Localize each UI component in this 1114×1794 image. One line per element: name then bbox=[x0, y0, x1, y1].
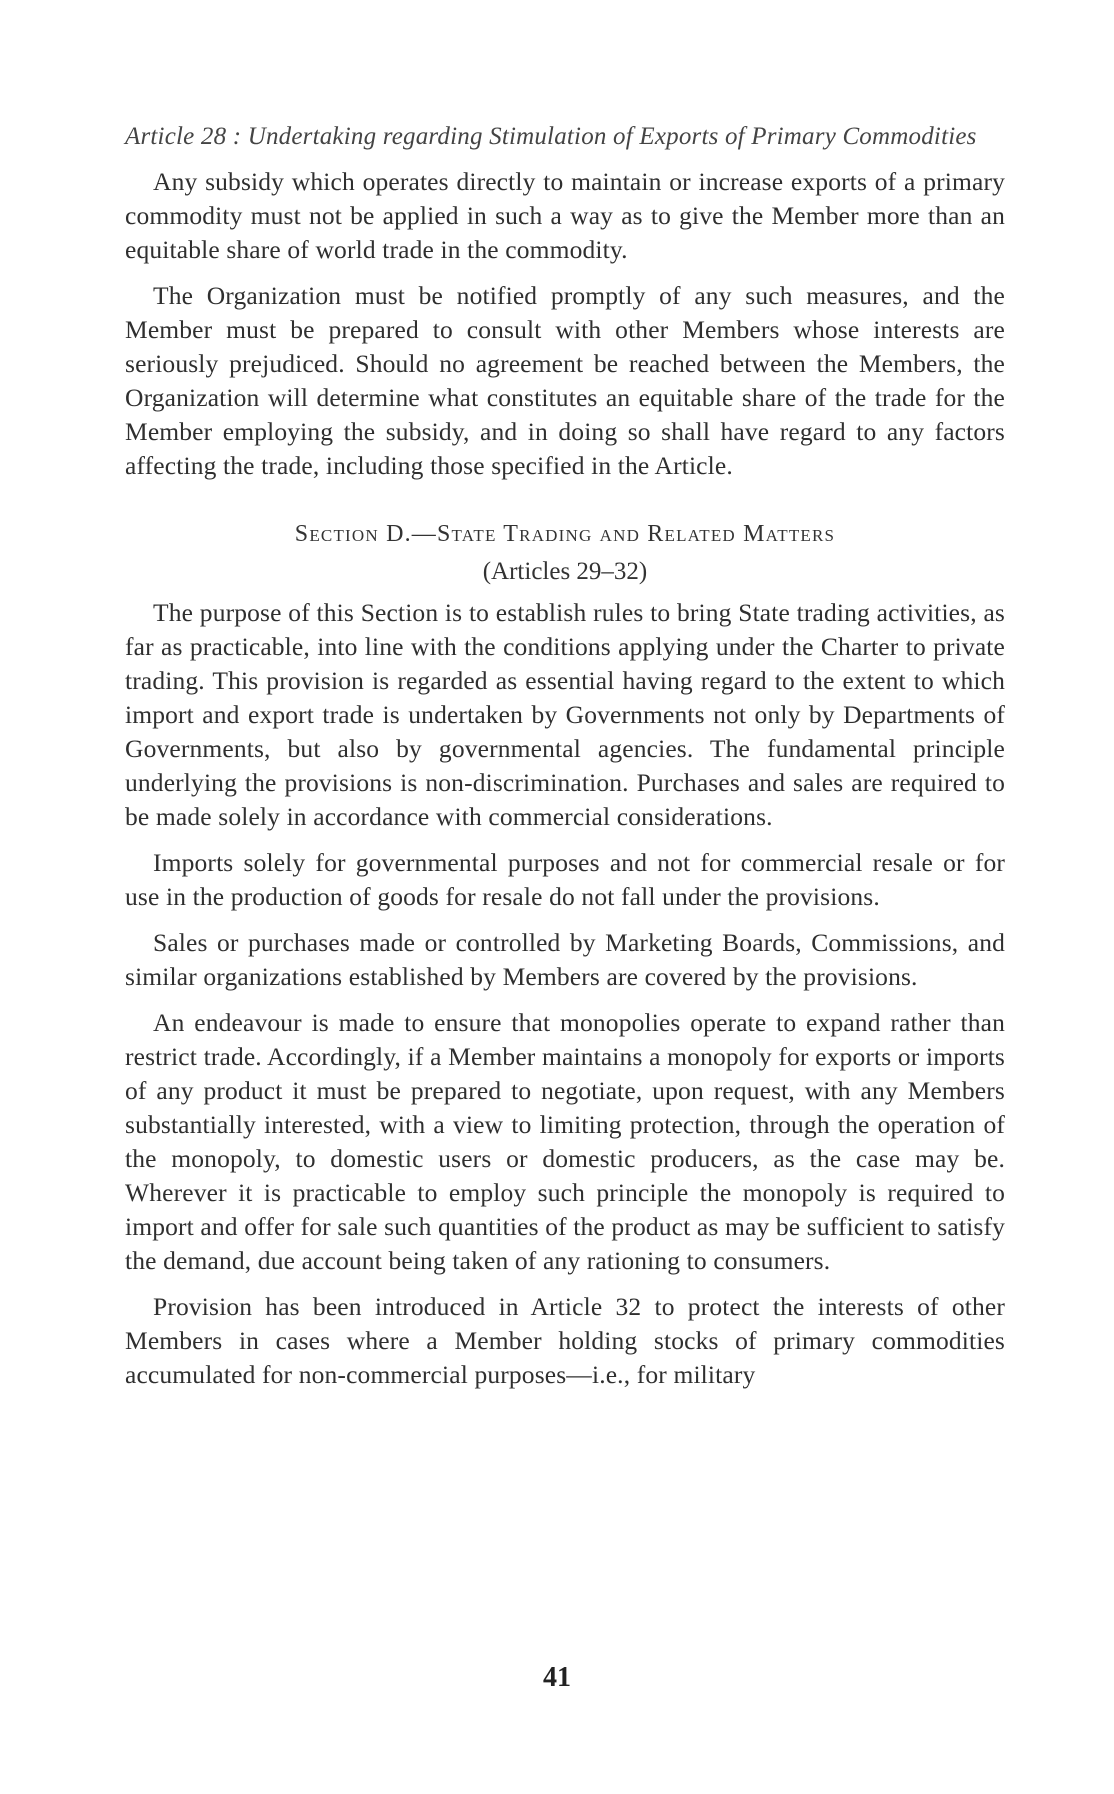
document-page bbox=[125, 120, 1005, 1404]
section-paragraph-5: Provision has been introduced in Article 32 to protect the interests of other Members in cases where a Member holding stocks of primary commodities accumulated for non-commercial purposes—i.e., for military bbox=[125, 1292, 1005, 1389]
article-paragraph-2: The Organization must be notified promptly of any such measures, and the Member must be prepared to consult with other Members whose interests are seriously prejudiced. Should no agreement be reached between the Members, the Organization will determine what constitutes an equitable share of the trade for the Member employing the subsidy, and in doing so shall have regard to any factors affecting the trade, including those specified in the Article. bbox=[125, 281, 1005, 480]
article-paragraph-1: Any subsidy which operates directly to maintain or increase exports of a primary commodity must not be applied in such a way as to give the Member more than an equitable share of world trade in the commodity. bbox=[125, 167, 1005, 264]
page-number: 41 bbox=[543, 1662, 571, 1693]
section-paragraph-4: An endeavour is made to ensure that monopolies operate to expand rather than restrict trade. Accordingly, if a Member maintains a monopoly for exports or imports of any product it must be prepared to negotiate, upon request, with any Members substantially interested, with a view to limiting protection, through the operation of the monopoly, to domestic users or domestic producers, as the case may be. Wherever it is practicable to employ such principle the monopoly is required to import and offer for sale such quantities of the product as may be sufficient to satisfy the demand, due account being taken of any rationing to consumers. bbox=[125, 1008, 1005, 1275]
article-heading: Article 28 : Undertaking regarding Stimulation of Exports of Primary Commodities bbox=[125, 123, 977, 150]
section-paragraph-2: Imports solely for governmental purposes and not for commercial resale or for use in the production of goods for resale do not fall under the provisions. bbox=[125, 848, 1005, 911]
section-subtitle: (Articles 29–32) bbox=[482, 558, 648, 585]
section-paragraph-3: Sales or purchases made or controlled by Marketing Boards, Commissions, and similar organizations established by Members are covered by the provisions. bbox=[125, 928, 1005, 991]
section-heading: Section D.—State Trading and Related Matters bbox=[294, 521, 836, 547]
section-paragraph-1: The purpose of this Section is to establish rules to bring State trading activities, as far as practicable, into line with the conditions applying under the Charter to private trading. This provision is regarded as essential having regard to the extent to which import and export trade is undertaken by Governments not only by Departments of Governments, but also by governmental agencies. The fundamental principle underlying the provisions is non-discrimination. Purchases and sales are required to be made solely in accordance with commercial considerations. bbox=[125, 598, 1005, 831]
